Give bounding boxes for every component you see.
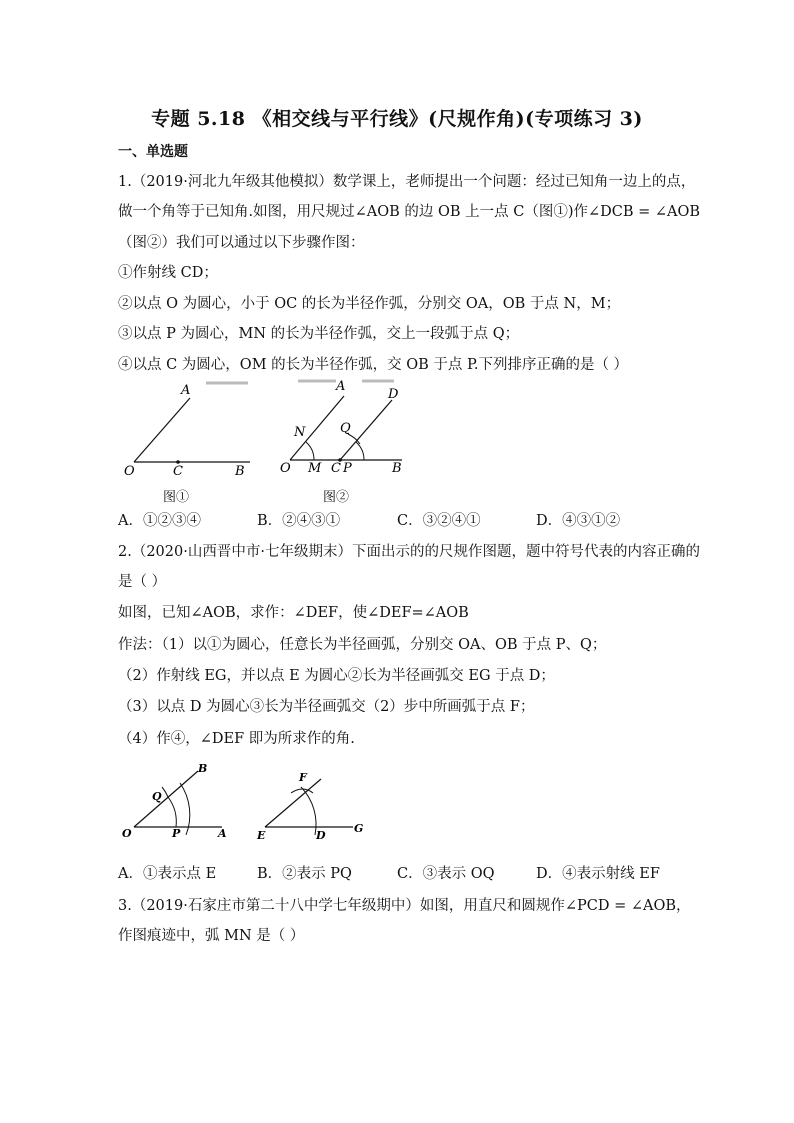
fig3-label-q: Q — [152, 790, 162, 803]
fig2-label-n: N — [294, 425, 306, 440]
q1-step-2: ②以点 O 为圆心，小于 OC 的长为半径作弧，分别交 OA，OB 于点 N，M； — [118, 296, 621, 312]
fig4-label-g: G — [354, 822, 364, 835]
fig1-label-c: C — [173, 464, 183, 478]
q2-line-2: 是（ ） — [118, 574, 167, 590]
fig4-label-e: E — [257, 829, 266, 842]
fig1-label-b: B — [235, 464, 245, 478]
fig3-label-o: O — [122, 827, 132, 840]
q1-option-c[interactable]: C．③②④① — [397, 513, 481, 529]
fig1-label-o: O — [124, 464, 135, 478]
q1-option-a[interactable]: A．①②③④ — [118, 513, 201, 529]
q2-step-4: （4）作④，∠DEF 即为所求作的角. — [118, 731, 355, 747]
q2-option-b[interactable]: B．②表示 PQ — [257, 866, 352, 882]
page-title: 专题 5.18 《相交线与平行线》(尺规作角)(专项练习 3) — [151, 108, 643, 130]
fig3-label-b: B — [198, 762, 208, 775]
fig3-label-a: A — [218, 827, 227, 840]
fig3-label-p: P — [172, 827, 181, 840]
fig4-label-f: F — [299, 771, 307, 784]
fig2-caption: 图② — [323, 490, 350, 505]
q1-option-d[interactable]: D．④③①② — [536, 513, 621, 529]
q3-line-2: 作图痕迹中，弧 MN 是（ ） — [118, 928, 305, 944]
fig2-label-m: M — [308, 461, 322, 476]
q2-line-3: 如图，已知∠AOB，求作：∠DEF，使∠DEF=∠AOB — [118, 605, 469, 621]
q1-line-3: （图②）我们可以通过以下步骤作图： — [118, 235, 365, 251]
fig2-label-a: A — [336, 379, 346, 394]
q2-step-3: （3）以点 D 为圆心③长为半径画弧交（2）步中所画弧于点 F； — [118, 699, 535, 715]
q2-step-1: 作法：（1）以①为圆心，任意长为半径画弧，分别交 OA、OB 于点 P、Q； — [118, 637, 607, 653]
figure-3 — [118, 757, 238, 843]
fig1-label-a: A — [181, 383, 191, 398]
fig2-label-q: Q — [340, 421, 351, 436]
q1-step-3: ③以点 P 为圆心，MN 的长为半径作弧，交上一段弧于点 Q； — [118, 326, 520, 342]
figure-4 — [253, 765, 373, 845]
q2-option-d[interactable]: D．④表示射线 EF — [536, 866, 660, 882]
q3-line-1: 3.（2019·石家庄市第二十八中学七年级期中）如图，用直尺和圆规作∠PCD = ∠AOB， — [118, 898, 691, 914]
fig1-caption: 图① — [163, 490, 190, 505]
q2-line-1: 2.（2020·山西晋中市·七年级期末）下面出示的的尺规作图题，题中符号代表的内容正确的 — [118, 544, 700, 560]
figure-1 — [118, 378, 263, 478]
section-heading: 一、单选题 — [118, 144, 188, 160]
q1-line-1: 1.（2019·河北九年级其他模拟）数学课上，老师提出一个问题：经过已知角一边上的点， — [118, 174, 696, 190]
q1-step-4: ④以点 C 为圆心，OM 的长为半径作弧，交 OB 于点 P.下列排序正确的是（ ） — [118, 357, 629, 373]
q2-step-2: （2）作射线 EG，并以点 E 为圆心②长为半径画弧交 EG 于点 D； — [118, 668, 555, 684]
q2-option-a[interactable]: A．①表示点 E — [118, 866, 217, 882]
fig2-label-c: C — [331, 461, 341, 476]
figure-2 — [278, 378, 408, 478]
fig2-label-o: O — [280, 461, 291, 476]
q2-option-c[interactable]: C．③表示 OQ — [397, 866, 495, 882]
fig2-label-p: P — [343, 461, 352, 476]
q1-step-1: ①作射线 CD； — [118, 265, 218, 281]
fig4-label-d: D — [316, 829, 326, 842]
q1-option-b[interactable]: B．②④③① — [257, 513, 341, 529]
fig2-label-b: B — [392, 461, 402, 476]
q1-line-2: 做一个角等于已知角.如图，用尺规过∠AOB 的边 OB 上一点 C（图①)作∠DCB = ∠AOB — [118, 204, 701, 220]
fig2-label-d: D — [388, 387, 399, 402]
